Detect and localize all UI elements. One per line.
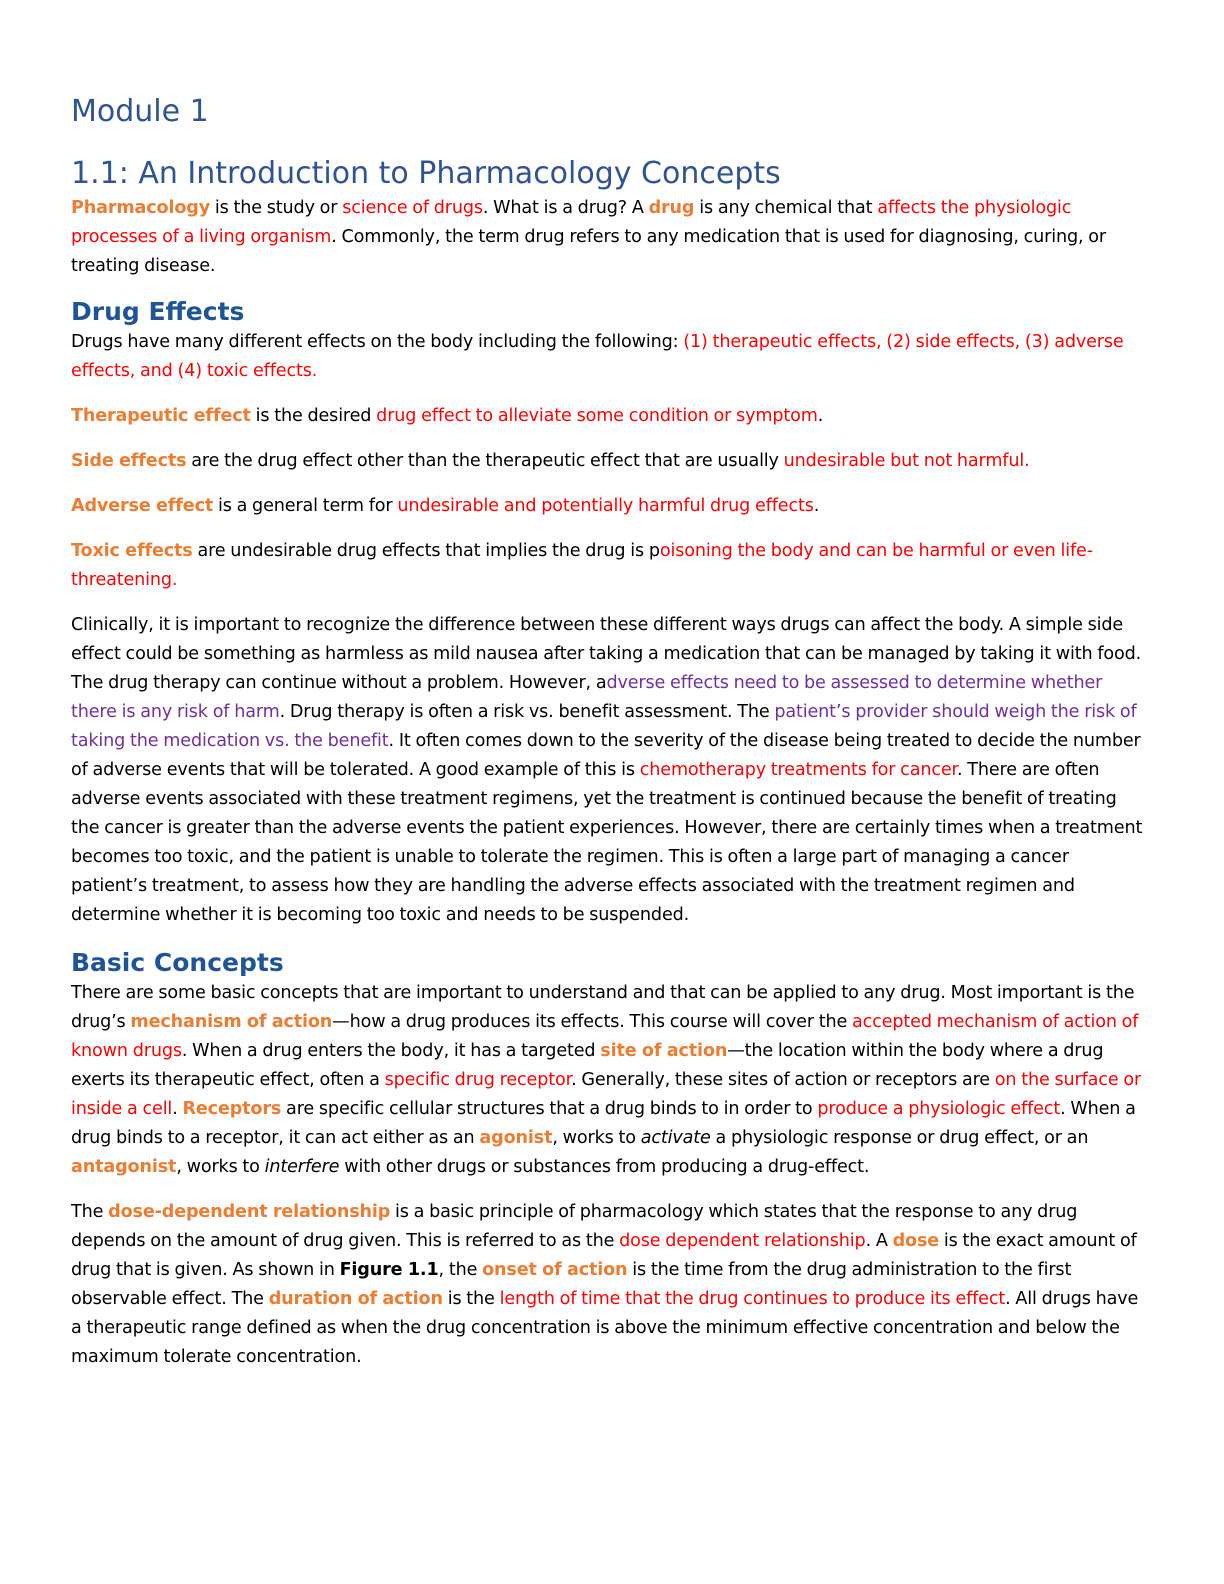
- highlight: accepted mechanism of action of known drugs: [71, 1012, 1139, 1061]
- highlight: affects the physiologic processes of a living organism: [71, 198, 1072, 247]
- highlight: chemotherapy treatments for cancer: [639, 760, 957, 780]
- term-antagonist: antagonist: [71, 1157, 177, 1177]
- basic-concepts-heading: Basic Concepts: [71, 948, 284, 977]
- therapeutic-effect-paragraph: Therapeutic effect is the desired drug effect to alleviate some condition or symptom.: [71, 406, 824, 426]
- document-page: [71, 92, 1143, 1372]
- figure-reference: Figure 1.1: [339, 1260, 439, 1280]
- highlight: specific drug receptor: [384, 1070, 572, 1090]
- highlight: undesirable but not harmful.: [783, 451, 1030, 471]
- highlight: dose dependent relationship: [619, 1231, 866, 1251]
- term-dose-dependent-relationship: dose-dependent relationship: [108, 1202, 391, 1222]
- adverse-effect-paragraph: Adverse effect is a general term for undesirable and potentially harmful drug effects.: [71, 496, 820, 516]
- highlight: science of drugs: [342, 198, 483, 218]
- section-title: 1.1: An Introduction to Pharmacology Concepts: [71, 156, 781, 191]
- term-dose: dose: [892, 1231, 940, 1251]
- term-side-effects: Side effects: [71, 451, 187, 471]
- term-site-of-action: site of action: [600, 1041, 728, 1061]
- highlight: undesirable and potentially harmful drug effects: [397, 496, 814, 516]
- highlight-purple: patient’s provider should weigh the risk of taking the medication vs. the benefit: [71, 702, 1137, 751]
- term-receptors: Receptors: [182, 1099, 282, 1119]
- drug-effects-lead: Drugs have many different effects on the body including the following: (1) therapeutic effects, (2) side effects, (3) adverse effects, and (4) toxic effects.: [71, 332, 1124, 381]
- highlight: length of time that the drug continues to produce its effect: [499, 1289, 1006, 1309]
- highlight: produce a physiologic effect: [817, 1099, 1061, 1119]
- term-toxic-effects: Toxic effects: [71, 541, 193, 561]
- basic-concepts-paragraph-2: The dose-dependent relationship is a basic principle of pharmacology which states that the response to any drug depends on the amount of drug given. This is referred to as the dose dependent relationship. A dose is the exact amount of drug that is given. As shown in Figure 1.1, the onset of action is the time from the drug administration to the first observable effect. The duration of action is the length of time that the drug continues to produce its effect. All drugs have a therapeutic range defined as when the drug concentration is above the minimum effective concentration and below the maximum tolerate concentration.: [71, 1202, 1139, 1367]
- term-therapeutic-effect: Therapeutic effect: [71, 406, 251, 426]
- module-title: Module 1: [71, 94, 209, 129]
- clinical-paragraph: Clinically, it is important to recognize the difference between these different ways drugs can affect the body. A simple side effect could be something as harmless as mild nausea after taking a medication that can be managed by taking it with food. The drug therapy can continue without a problem. However, adverse effects need to be assessed to determine whether there is any risk of harm. Drug therapy is often a risk vs. benefit assessment. The patient’s provider should weigh the risk of taking the medication vs. the benefit. It often comes down to the severity of the disease being treated to decide the number of adverse events that will be tolerated. A good example of this is chemotherapy treatments for cancer. There are often adverse events associated with these treatment regimens, yet the treatment is continued because the benefit of treating the cancer is greater than the adverse events the patient experiences. However, there are certainly times when a treatment becomes too toxic, and the patient is unable to tolerate the regimen. This is often a large part of managing a cancer patient’s treatment, to assess how they are handling the adverse effects associated with the treatment regimen and determine whether it is becoming too toxic and needs to be suspended.: [71, 615, 1143, 925]
- term-onset-of-action: onset of action: [482, 1260, 628, 1280]
- highlight: drug effect to alleviate some condition or symptom: [376, 406, 818, 426]
- emphasis-interfere: interfere: [264, 1157, 340, 1177]
- emphasis-activate: activate: [640, 1128, 711, 1148]
- term-duration-of-action: duration of action: [268, 1289, 443, 1309]
- side-effects-paragraph: Side effects are the drug effect other than the therapeutic effect that are usually undesirable but not harmful.: [71, 451, 1030, 471]
- intro-paragraph: Pharmacology is the study or science of drugs. What is a drug? A drug is any chemical that affects the physiologic processes of a living organism. Commonly, the term drug refers to any medication that is used for diagnosing, curing, or treating disease.: [71, 198, 1106, 276]
- term-mechanism-of-action: mechanism of action: [130, 1012, 333, 1032]
- basic-concepts-paragraph-1: There are some basic concepts that are important to understand and that can be applied to any drug. Most important is the drug’s mechanism of action—how a drug produces its effects. This course will cover the accepted mechanism of action of known drugs. When a drug enters the body, it has a targeted site of action—the location within the body where a drug exerts its therapeutic effect, often a specific drug receptor. Generally, these sites of action or receptors are on the surface or inside a cell. Receptors are specific cellular structures that a drug binds to in order to produce a physiologic effect. When a drug binds to a receptor, it can act either as an agonist, works to activate a physiologic response or drug effect, or an antagonist, works to interfere with other drugs or substances from producing a drug-effect.: [71, 983, 1142, 1177]
- term-pharmacology: Pharmacology: [71, 198, 211, 218]
- highlight: on the surface or inside a cell: [71, 1070, 1142, 1119]
- term-drug: drug: [648, 198, 695, 218]
- term-agonist: agonist: [479, 1128, 553, 1148]
- drug-effects-heading: Drug Effects: [71, 297, 245, 326]
- term-adverse-effect: Adverse effect: [71, 496, 214, 516]
- highlight: (1) therapeutic effects, (2) side effects, (3) adverse effects, and (4) toxic effects.: [71, 332, 1124, 381]
- toxic-effects-paragraph: Toxic effects are undesirable drug effects that implies the drug is poisoning the body and can be harmful or even life-threatening.: [71, 541, 1093, 590]
- highlight: oisoning the body and can be harmful or even life-threatening.: [71, 541, 1093, 590]
- highlight-purple: dverse effects need to be assessed to determine whether there is any risk of harm: [71, 673, 1103, 722]
